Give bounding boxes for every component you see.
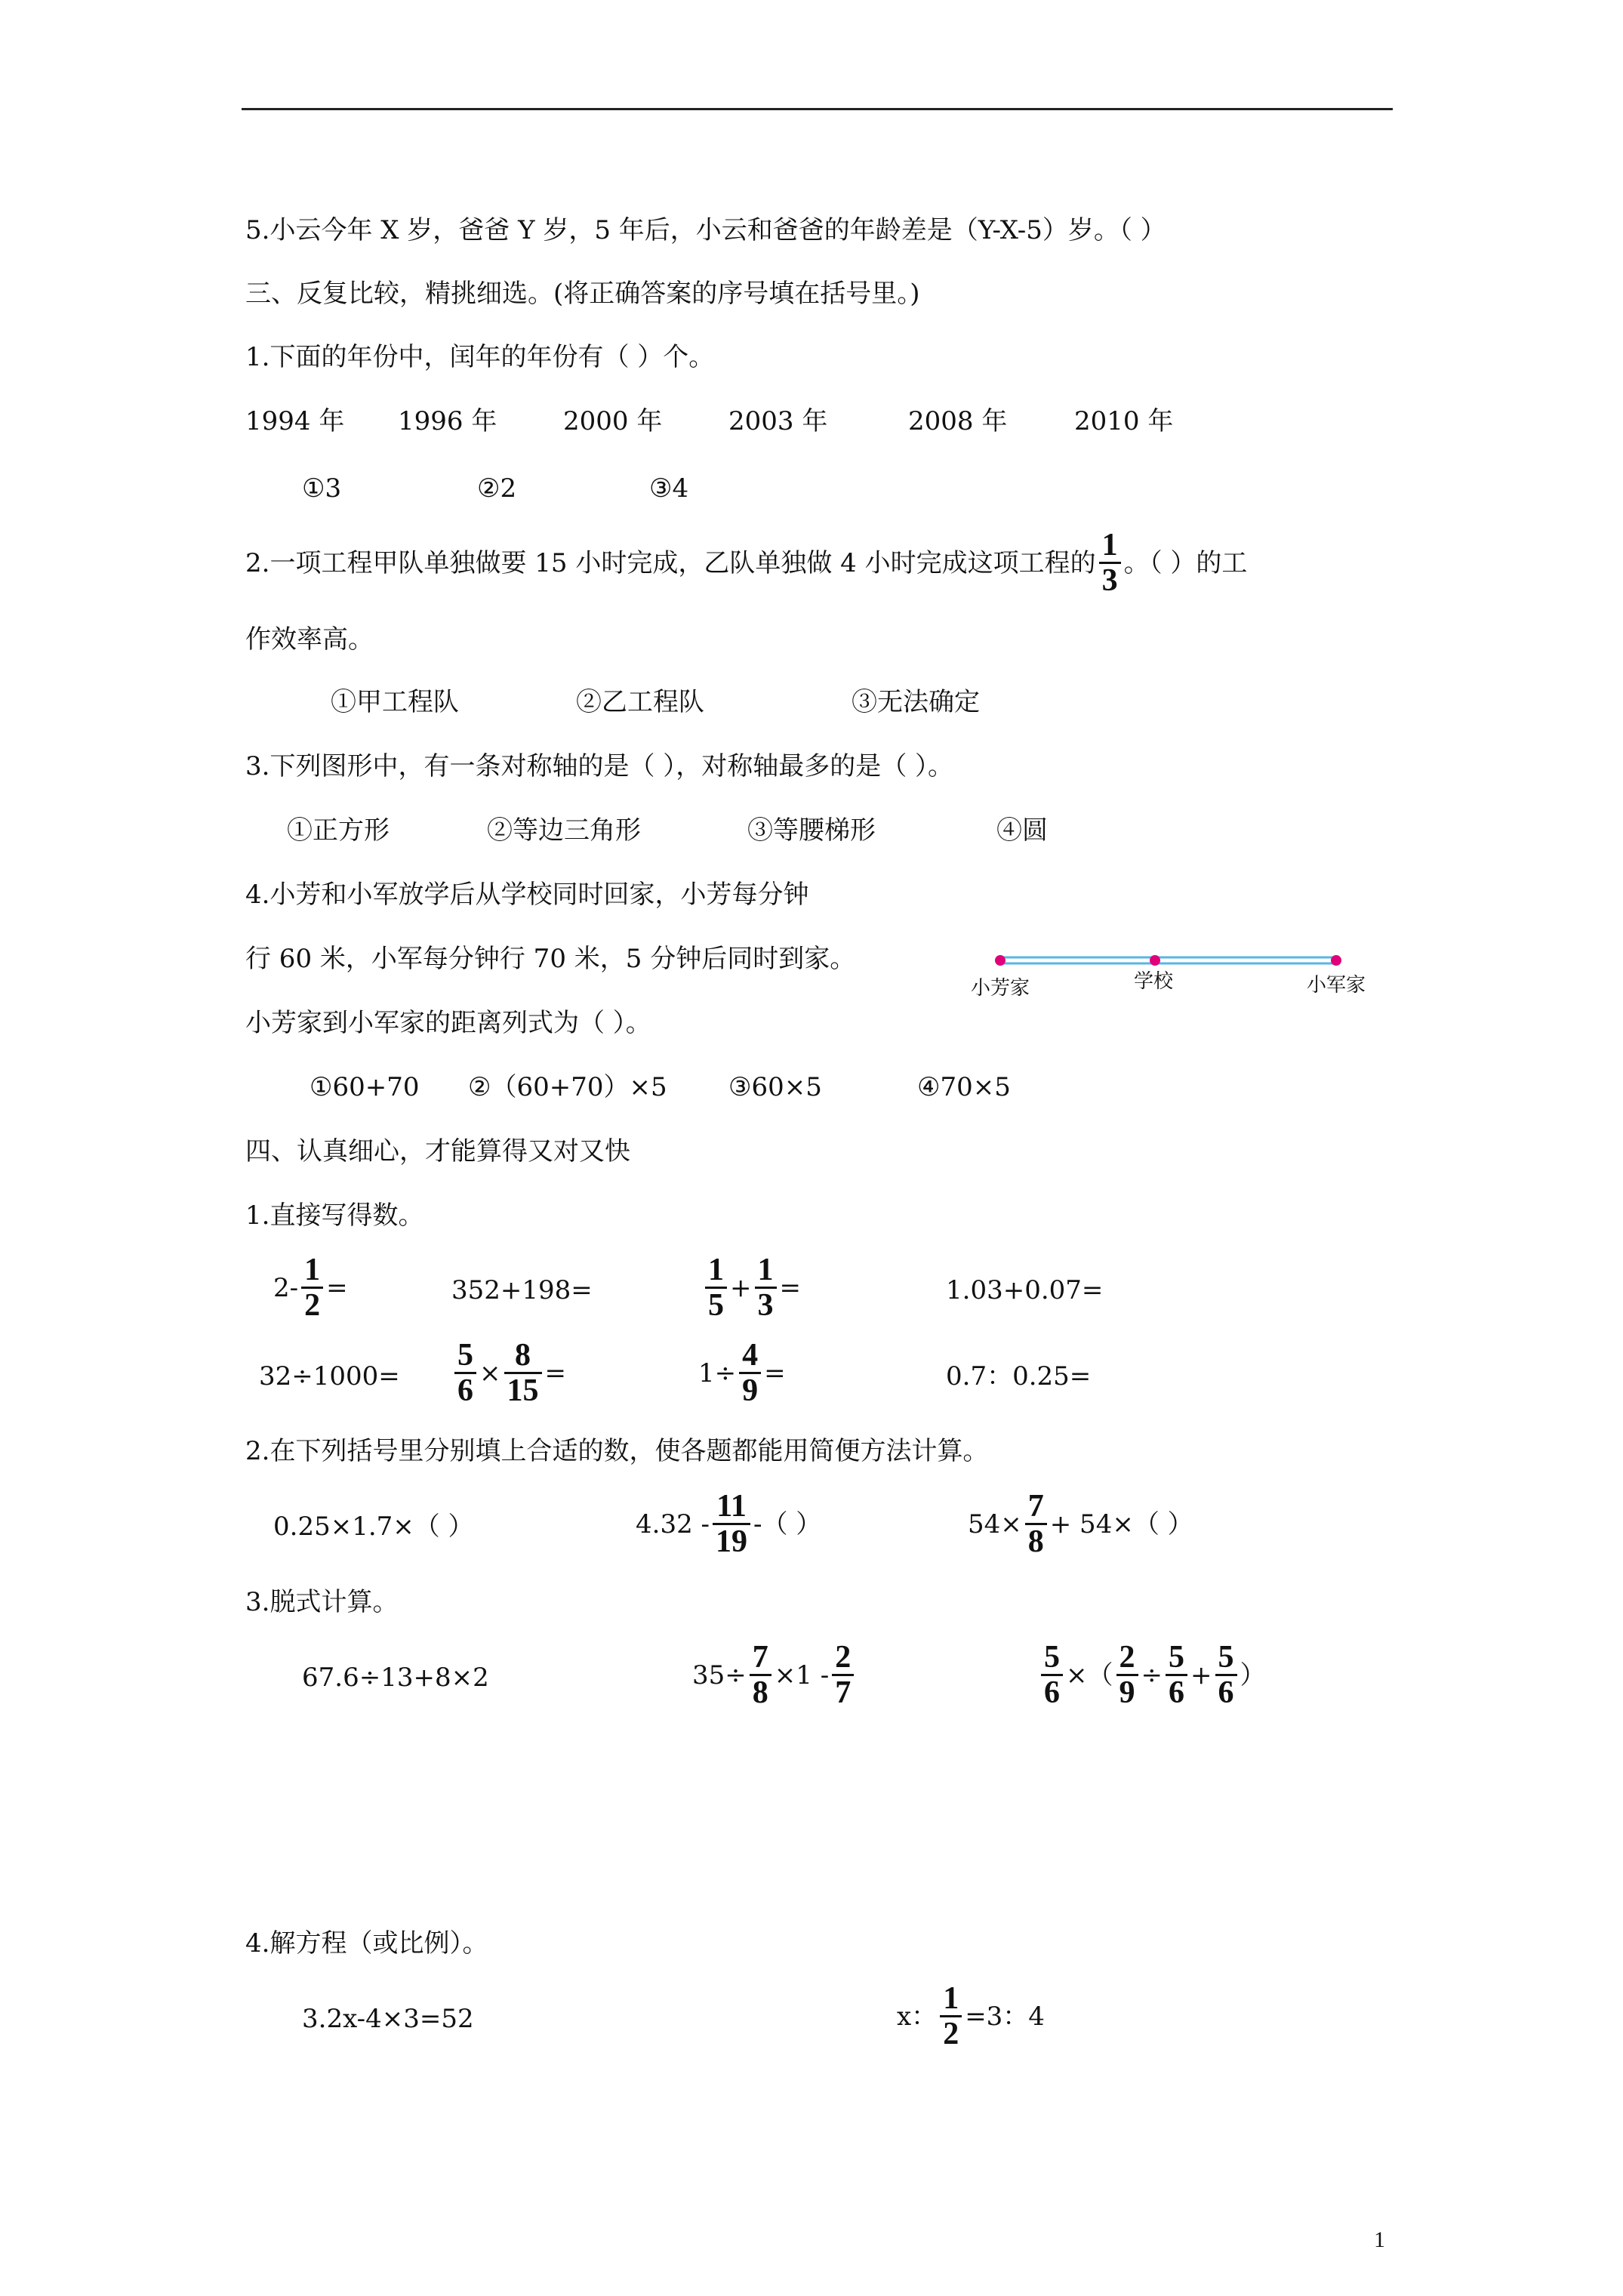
s4-q1-title: 1.直接写得数。 [245,1200,424,1231]
expr-text: + 54×（ ） [1049,1509,1193,1539]
expr-text: + [730,1272,752,1303]
s3-q3-option-1: ①正方形 [287,815,390,846]
s3-q3-text: 3.下列图形中，有一条对称轴的是（ ），对称轴最多的是（ ）。 [245,751,954,781]
frac-denominator: 2 [943,2017,959,2052]
fraction [1116,1641,1138,1709]
frac-numerator: 7 [750,1641,771,1676]
s4-q1-r2-c [698,1339,786,1407]
s3-q1-option-3: ③4 [649,473,689,504]
expr-text: x： [897,2001,938,2032]
frac-numerator: 1 [940,1982,962,2017]
frac-denominator: 9 [1119,1675,1135,1711]
s3-q2-line [245,529,1247,597]
s4-q1-r2-a: 32÷1000= [259,1361,400,1391]
expr-text: 1÷ [698,1358,737,1388]
s3-q3-option-3: ③等腰梯形 [747,815,876,846]
label-xiaofang-home: 小芳家 [970,977,1030,1000]
s3-q4-option-1: ①60+70 [310,1072,420,1102]
s3-q4-line-1: 4.小芳和小军放学后从学校同时回家，小芳每分钟 [245,880,809,910]
fraction [832,1641,854,1709]
frac-denominator: 2 [304,1288,321,1324]
header-rule [242,108,1393,110]
expr-text: 35÷ [692,1660,747,1690]
s4-q3-title: 3.脱式计算。 [245,1587,399,1617]
s3-q4-option-4: ④70×5 [917,1072,1011,1102]
frac-denominator: 8 [1027,1524,1044,1560]
frac-numerator: 1 [1099,529,1121,564]
section-3-title: 三、反复比较，精挑细选。(将正确答案的序号填在括号里。) [245,279,920,309]
fraction [755,1253,777,1322]
frac-denominator: 6 [1169,1675,1184,1711]
frac-denominator: 6 [1218,1675,1234,1711]
expr-text: × [479,1358,501,1388]
page-number: 1 [1374,2227,1385,2252]
frac-numerator: 1 [301,1253,323,1289]
fraction [750,1641,771,1709]
frac-numerator: 1 [755,1253,777,1289]
expr-text: = [544,1358,566,1388]
label-school: 学校 [1133,970,1174,993]
frac-denominator: 6 [457,1373,473,1409]
expr-text: = [779,1272,801,1303]
s3-q2-option-1: ①甲工程队 [331,687,459,717]
s3-q4-option-3: ③60×5 [728,1072,822,1102]
fraction [454,1339,476,1407]
expr-text: ×（ [1066,1660,1113,1690]
expr-text: + [1190,1660,1212,1690]
s4-q2-title: 2.在下列括号里分别填上合适的数，使各题都能用简便方法计算。 [245,1436,989,1466]
fraction [1166,1641,1187,1709]
s3-q1-text: 1.下面的年份中，闰年的年份有（ ）个。 [245,342,715,372]
s4-q2-b [636,1490,821,1558]
s3-q4-line-2: 行 60 米，小军每分钟行 70 米，5 分钟后同时到家。 [245,944,856,974]
expr-text: -（ ） [753,1509,822,1539]
s3-q2-fraction [1099,529,1121,597]
s3-q1-year-1: 1994 年 [245,406,345,436]
expr-text: 2- [273,1272,299,1303]
s3-q4-line-3: 小芳家到小军家的距离列式为（ ）。 [245,1008,651,1038]
s3-q1-year-2: 1996 年 [398,406,497,436]
expr-text: 54× [968,1509,1022,1539]
expr-text: =3：4 [965,2001,1045,2032]
section-4-title: 四、认真细心，才能算得又对又快 [245,1136,630,1166]
s3-q2-text-c: 作效率高。 [245,624,374,655]
s3-q3-option-2: ②等边三角形 [487,815,641,846]
fraction [739,1339,761,1407]
frac-denominator: 6 [1044,1675,1060,1711]
frac-numerator: 4 [739,1339,761,1374]
s4-q1-r1-c [702,1253,801,1322]
frac-numerator: 5 [1041,1641,1063,1676]
frac-numerator: 5 [1215,1641,1237,1676]
frac-numerator: 7 [1025,1490,1047,1525]
s4-q1-r1-d: 1.03+0.07= [946,1275,1104,1305]
frac-denominator: 8 [752,1675,768,1711]
s3-q4-option-2: ②（60+70）×5 [468,1072,667,1102]
s3-q3-option-4: ④圆 [996,815,1048,846]
fraction [1025,1490,1047,1558]
s3-q2-text-b: 。（ ）的工 [1123,547,1248,578]
frac-denominator: 9 [742,1373,759,1409]
s3-q2-option-3: ③无法确定 [852,687,980,717]
s3-q1-year-5: 2008 年 [908,406,1008,436]
s4-q1-r2-d: 0.7：0.25= [946,1361,1092,1391]
point-xiaofang-home [995,955,1006,966]
point-xiaojun-home [1331,955,1341,966]
frac-numerator: 1 [705,1253,727,1289]
s4-q3-b [692,1641,857,1709]
frac-numerator: 8 [504,1339,542,1374]
label-xiaojun-home: 小军家 [1306,974,1366,997]
frac-denominator: 3 [757,1288,774,1324]
frac-numerator: 5 [454,1339,476,1374]
expr-text: = [326,1272,348,1303]
s3-q2-text-a: 2.一项工程甲队单独做要 15 小时完成，乙队单独做 4 小时完成这项工程的 [245,547,1096,578]
s4-q3-c [1038,1641,1266,1709]
fraction [940,1982,962,2051]
frac-denominator: 3 [1101,563,1118,599]
expr-text: ×1 - [774,1660,830,1690]
s4-q1-r2-b [451,1339,566,1407]
expr-text: ） [1240,1660,1266,1690]
s3-q2-option-2: ②乙工程队 [576,687,704,717]
fraction [1041,1641,1063,1709]
expr-text: ÷ [1141,1660,1163,1690]
frac-numerator: 11 [713,1490,750,1525]
frac-denominator: 19 [716,1524,747,1560]
fraction [1215,1641,1237,1709]
question-2-5: 5.小云今年 X 岁，爸爸 Y 岁，5 年后，小云和爸爸的年龄差是（Y-X-5）岁。（ ） [245,215,1166,245]
fraction [301,1253,323,1322]
route-diagram [959,940,1381,1008]
expr-text: = [764,1358,786,1388]
s3-q1-option-2: ②2 [477,473,517,504]
s4-q1-r1-a [273,1253,348,1322]
frac-numerator: 5 [1166,1641,1187,1676]
s4-q2-a: 0.25×1.7×（ ） [273,1512,474,1542]
s4-q3-a: 67.6÷13+8×2 [302,1663,489,1693]
s3-q1-option-1: ①3 [302,473,342,504]
frac-denominator: 7 [835,1675,852,1711]
frac-denominator: 15 [507,1373,539,1409]
fraction [504,1339,542,1407]
frac-numerator: 2 [1116,1641,1138,1676]
s4-q4-b [897,1982,1045,2051]
s3-q1-year-3: 2000 年 [563,406,663,436]
s4-q1-r1-b: 352+198= [451,1275,593,1305]
s3-q1-year-6: 2010 年 [1074,406,1174,436]
s4-q2-c [968,1490,1193,1558]
frac-numerator: 2 [832,1641,854,1676]
point-school [1150,955,1160,966]
frac-denominator: 5 [708,1288,724,1324]
s3-q1-year-4: 2003 年 [728,406,828,436]
s4-q4-a: 3.2x-4×3=52 [302,2004,474,2034]
s4-q4-title: 4.解方程（或比例）。 [245,1928,488,1959]
expr-text: 4.32 - [636,1509,710,1539]
fraction [713,1490,750,1558]
fraction [705,1253,727,1322]
